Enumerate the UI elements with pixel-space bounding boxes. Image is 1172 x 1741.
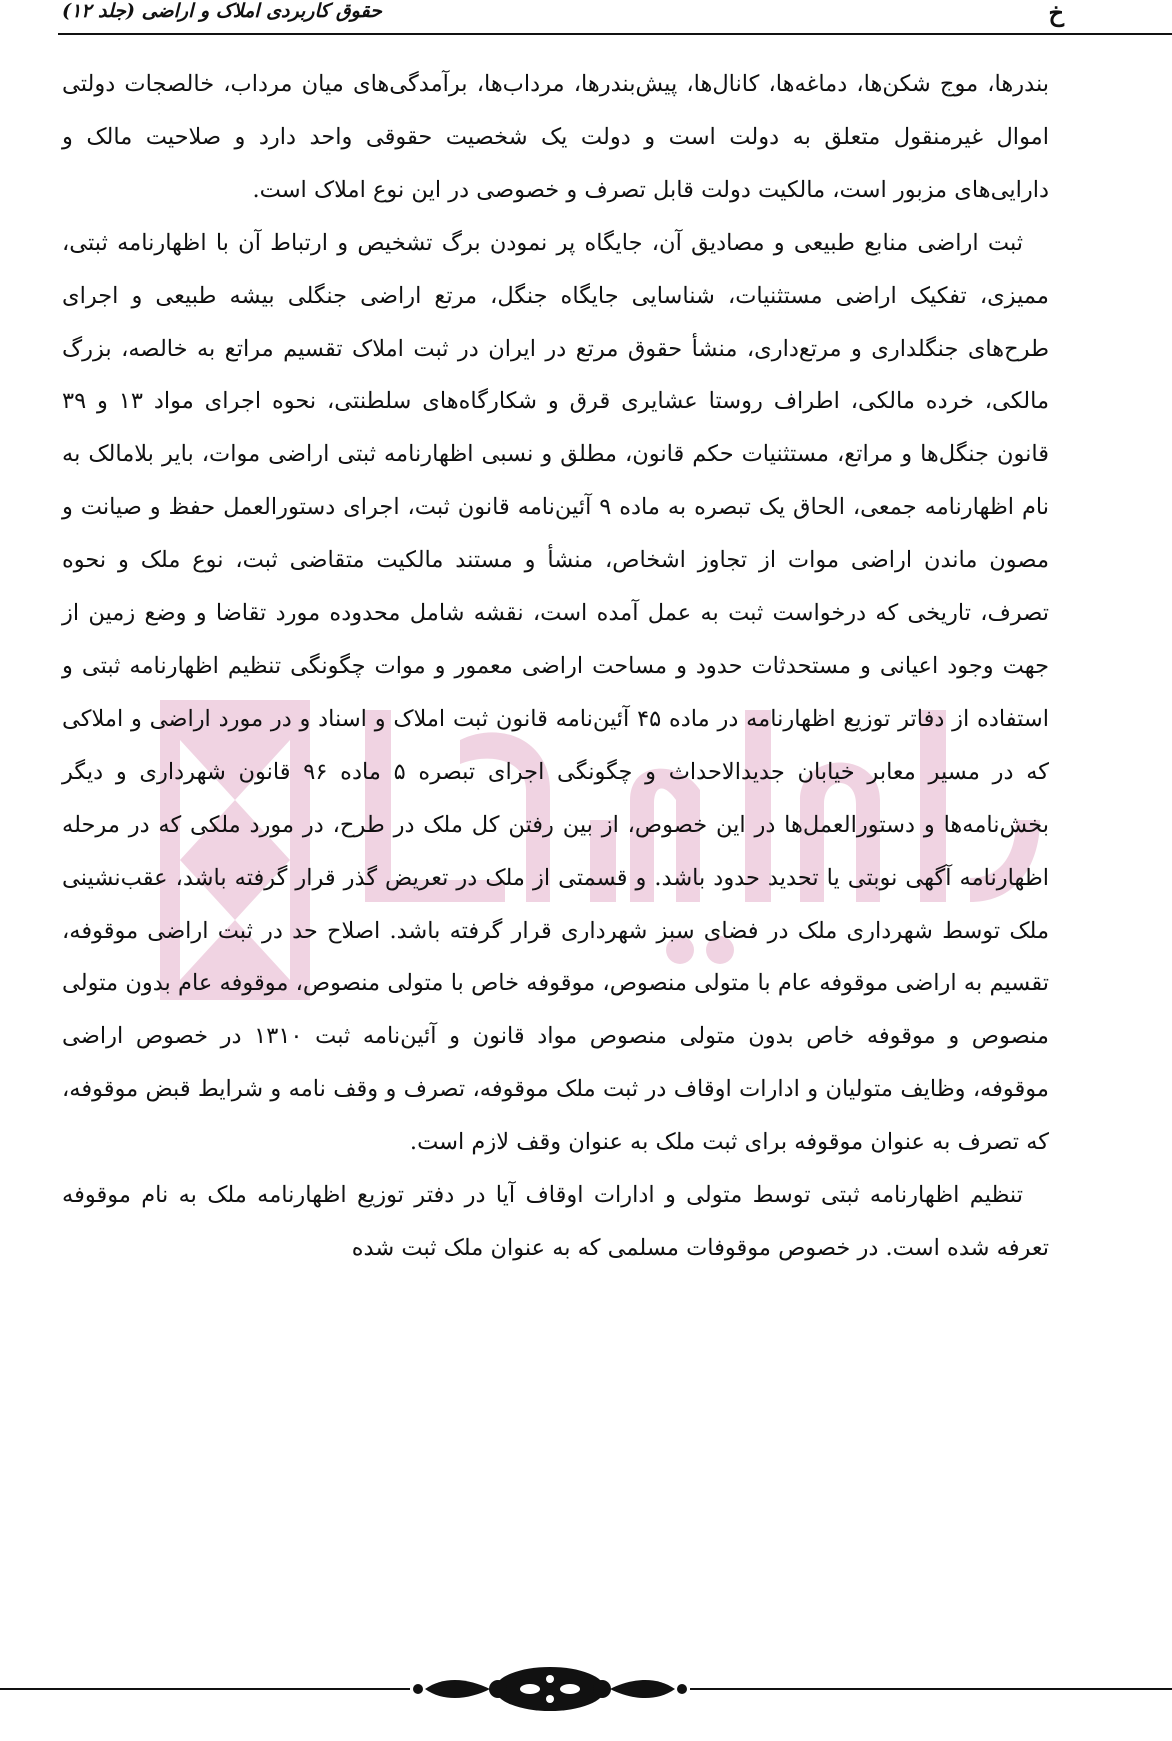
header-rule [58,33,1172,35]
paragraph-3: تنظیم اظهارنامه ثبتی توسط متولی و ادارات اوقاف آیا در دفتر توزیع اظهارنامه ملک به نام موقوفه تعرفه شده است. در خصوص موقوفات مسلمی که به عنوان ملک ثبت شده [62,1182,1049,1261]
page-header [0,0,1172,40]
running-title: حقوق کاربردی املاک و اراضی (جلد ۱۲) [62,0,382,22]
page-number: خ [1048,0,1064,27]
paragraph-2: ثبت اراضی منابع طبیعی و مصادیق آن، جایگاه پر نمودن برگ تشخیص و ارتباط آن با اظهارنامه ثبتی، ممیزی، تفکیک اراضی مستثنیات، شناسایی جایگاه جنگل، مرتع اراضی جنگلی بیشه طبیعی و اجرای طرح‌های جنگلداری و مرتع‌داری، منشأ حقوق مرتع در ایران در ثبت املاک تقسیم مراتع به خالصه، بزرگ مالکی، خرده مالکی، اطراف روستا عشایری قرق و شکارگاه‌های سلطنتی، نحوه اجرای مواد ۱۳ و ۳۹ قانون جنگل‌ها و مراتع، مستثنیات حکم قانون، مطلق و نسبی اظهارنامه ثبتی اراضی موات، بایر بلامالک به نام اظهارنامه جمعی، الحاق یک تبصره به ماده ۹ آئین‌نامه قانون ثبت، اجرای دستورالعمل حفظ و صیانت و مصون ماندن اراضی موات از تجاوز اشخاص، منشأ و مستند مالکیت متقاضی ثبت، نوع ملک و نحوه تصرف، تاریخی که درخواست ثبت به عمل آمده است، نقشه شامل محدوده مورد تقاضا و وضع زمین از جهت وجود اعیانی و مستحدثات حدود و مساحت اراضی معمور و موات چگونگی تنظیم اظهارنامه ثبتی و استفاده از دفاتر توزیع اظهارنامه در ماده ۴۵ آئین‌نامه قانون ثبت املاک و اسناد و در مورد اراضی و املاکی که در مسیر معابر خیابان جدیدالاحداث و چگونگی اجرای تبصره ۵ ماده ۹۶ قانون شهرداری و دیگر بخش‌نامه‌ها و دستورالعمل‌ها در این خصوص، از بین رفتن کل ملک در طرح، در مورد ملکی که در مرحله اظهارنامه آگهی نوبتی یا تحدید حدود باشد. و قسمتی از ملک در تعریض گذر قرار گرفته باشد، عقب‌نشینی ملک توسط شهرداری ملک در فضای سبز شهرداری قرار گرفته باشد. اصلاح حد در ثبت اراضی موقوفه، تقسیم به اراضی موقوفه عام با متولی منصوص، موقوفه خاص با متولی منصوص، موقوفه عام بدون متولی منصوص و موقوفه خاص بدون متولی منصوص مواد قانون و آئین‌نامه ثبت ۱۳۱۰ در خصوص اراضی موقوفه، وظایف متولیان و ادارات اوقاف در ثبت ملک موقوفه، تصرف و وقف نامه و شرایط قبض موقوفه، که تصرف به عنوان موقوفه برای ثبت ملک به عنوان وقف لازم است. [62,229,1050,1156]
floral-ornament-divider-icon [0,1665,1172,1715]
paragraph-1: بندرها، موج شکن‌ها، دماغه‌ها، کانال‌ها، پیش‌بندرها، مرداب‌ها، برآمدگی‌های میان مرداب، خالصجات دولتی اموال غیرمنقول متعلق به دولت است و دولت یک شخصیت حقوقی واحد دارد و صلاحیت مالک و دارایی‌های مزبور است، مالکیت دولت قابل تصرف و خصوصی در این نوع املاک است. [62,71,1049,203]
body-text [62,58,1049,1275]
